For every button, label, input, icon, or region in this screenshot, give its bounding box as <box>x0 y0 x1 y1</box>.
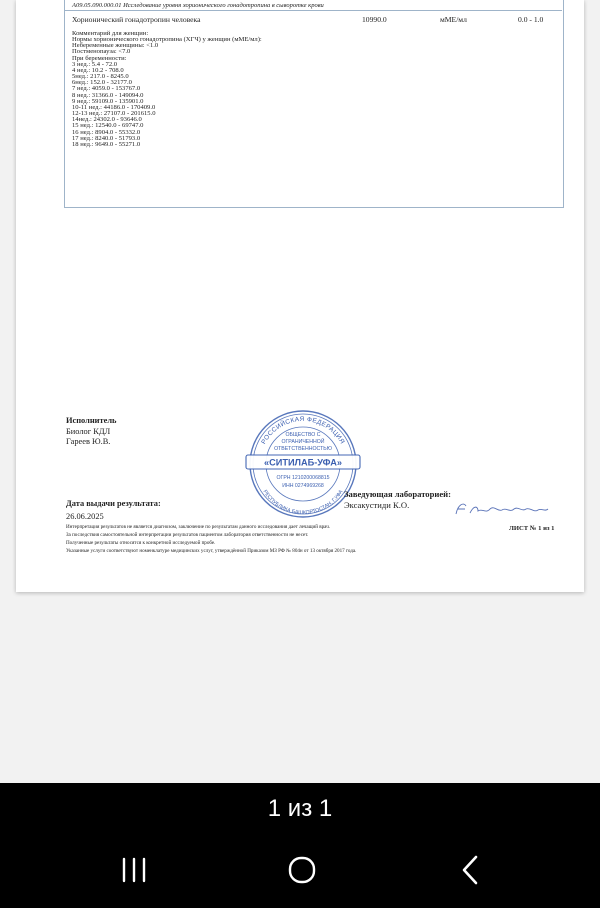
sheet-number: ЛИСТ № 1 из 1 <box>509 525 555 532</box>
signature-image <box>454 500 550 518</box>
comment-line: 3 нед.: 5.4 - 72.0 <box>72 60 118 68</box>
executor-position: Биолог КДЛ <box>66 426 111 436</box>
stamp-ogrn: ОГРН 1210200068815 <box>276 475 330 481</box>
reference-comments <box>72 31 262 148</box>
home-button[interactable] <box>280 852 324 888</box>
comment-line: 17 нед.: 8240.0 - 51793.0 <box>72 134 141 142</box>
test-name: Хорионический гонадотропин человека <box>72 15 201 24</box>
comment-line: 9 нед.: 59109.0 - 135901.0 <box>72 97 144 105</box>
comment-line: 14нед.: 24302.0 - 93646.0 <box>72 116 142 124</box>
comment-line: 4 нед.: 10.2 - 708.0 <box>72 66 124 74</box>
test-unit: мМЕ/мл <box>440 15 467 24</box>
table-row <box>72 15 557 25</box>
table-separator <box>64 10 562 11</box>
comment-line: 10-11 нед.: 44186.0 - 170409.0 <box>72 103 156 111</box>
executor-heading: Исполнитель <box>66 416 117 425</box>
comment-line: 12-13 нед.: 27107.0 - 201615.0 <box>72 110 156 118</box>
recent-apps-button[interactable] <box>112 852 156 888</box>
recent-apps-icon <box>112 852 156 888</box>
stamp-bottom-arc: РЕСПУБЛИКА БАШКОРТОСТАН, Г.УФА <box>261 489 345 517</box>
lab-head-name: Эксакустиди К.О. <box>344 500 410 510</box>
test-result: 10990.0 <box>362 15 387 24</box>
comment-line: Постменопауза: <7.0 <box>72 48 131 56</box>
lab-head-block <box>344 489 451 511</box>
comment-line: 16 нед.: 8904.0 - 55332.0 <box>72 128 141 136</box>
svg-text:РЕСПУБЛИКА БАШКОРТОСТАН, Г.УФА <box>262 489 345 516</box>
note-line: Полученные результаты относятся к конкретной исследуемой пробе. <box>66 540 216 547</box>
back-button[interactable] <box>448 852 492 888</box>
executor-name: Гареев Ю.В. <box>66 437 111 446</box>
comment-line: Нормы хорионического гонадотропина (ХГЧ) у женщин (мМЕ/мл): <box>72 36 262 44</box>
stamp-inn: ИНН 0274969268 <box>282 483 324 489</box>
home-icon <box>280 852 324 888</box>
note-line: За последствия самостоятельной интерпретации результатов пациентом лаборатория ответственности не несет. <box>66 532 309 539</box>
issue-date: 26.06.2025 <box>66 512 104 521</box>
note-line: Интерпретация результатов не является диагнозом, заключение по результатам данного исследования дает лечащий врач. <box>66 524 331 530</box>
comment-line: 8 нед.: 31366.0 - 149094.0 <box>72 91 144 99</box>
comment-line: 6нед.: 152.0 - 32177.0 <box>72 79 132 87</box>
test-reference: 0.0 - 1.0 <box>518 15 544 24</box>
stamp-center-line: ОГРАНИЧЕННОЙ <box>281 439 325 445</box>
comment-line: При беременности: <box>72 54 127 62</box>
comment-line: 7 нед.: 4059.0 - 153767.0 <box>72 85 141 93</box>
comment-line: Небеременные женщины: <1.0 <box>72 42 159 50</box>
comment-line: 18 нед.: 9649.0 - 55271.0 <box>72 140 141 148</box>
issue-date-label: Дата выдачи результата: <box>66 499 161 508</box>
test-code-line: A09.05.090.000.01 Исследование уровня хорионического гонадотропина в сыворотке крови <box>72 2 324 9</box>
lab-head-label: Заведующая лабораторией: <box>344 489 451 499</box>
executor-block <box>66 416 116 448</box>
back-icon <box>448 852 492 888</box>
stamp-org-name: «СИТИЛАБ-УФА» <box>263 457 343 468</box>
note-line: Указанные услуги соответствуют номенклатуре медицинских услуг, утверждённой Приказом МЗ РФ № 804н от 13 октября 2017 года. <box>66 548 357 555</box>
disclaimer-notes <box>66 523 356 555</box>
stamp-center-line: ОТВЕТСТВЕННОСТЬЮ <box>274 446 332 452</box>
comment-line: 15 нед.: 12540.0 - 69747.0 <box>72 122 144 130</box>
issue-date-block <box>66 497 161 523</box>
document-page[interactable] <box>16 0 584 592</box>
stamp-center-line: ОБЩЕСТВО С <box>285 432 321 438</box>
comment-line: Комментарий для женщин: <box>72 30 149 37</box>
page-indicator: 1 из 1 <box>267 795 333 822</box>
comment-line: 5нед.: 217.0 - 8245.0 <box>72 73 129 81</box>
stamp-top-arc: РОССИЙСКАЯ ФЕДЕРАЦИЯ <box>260 415 346 446</box>
